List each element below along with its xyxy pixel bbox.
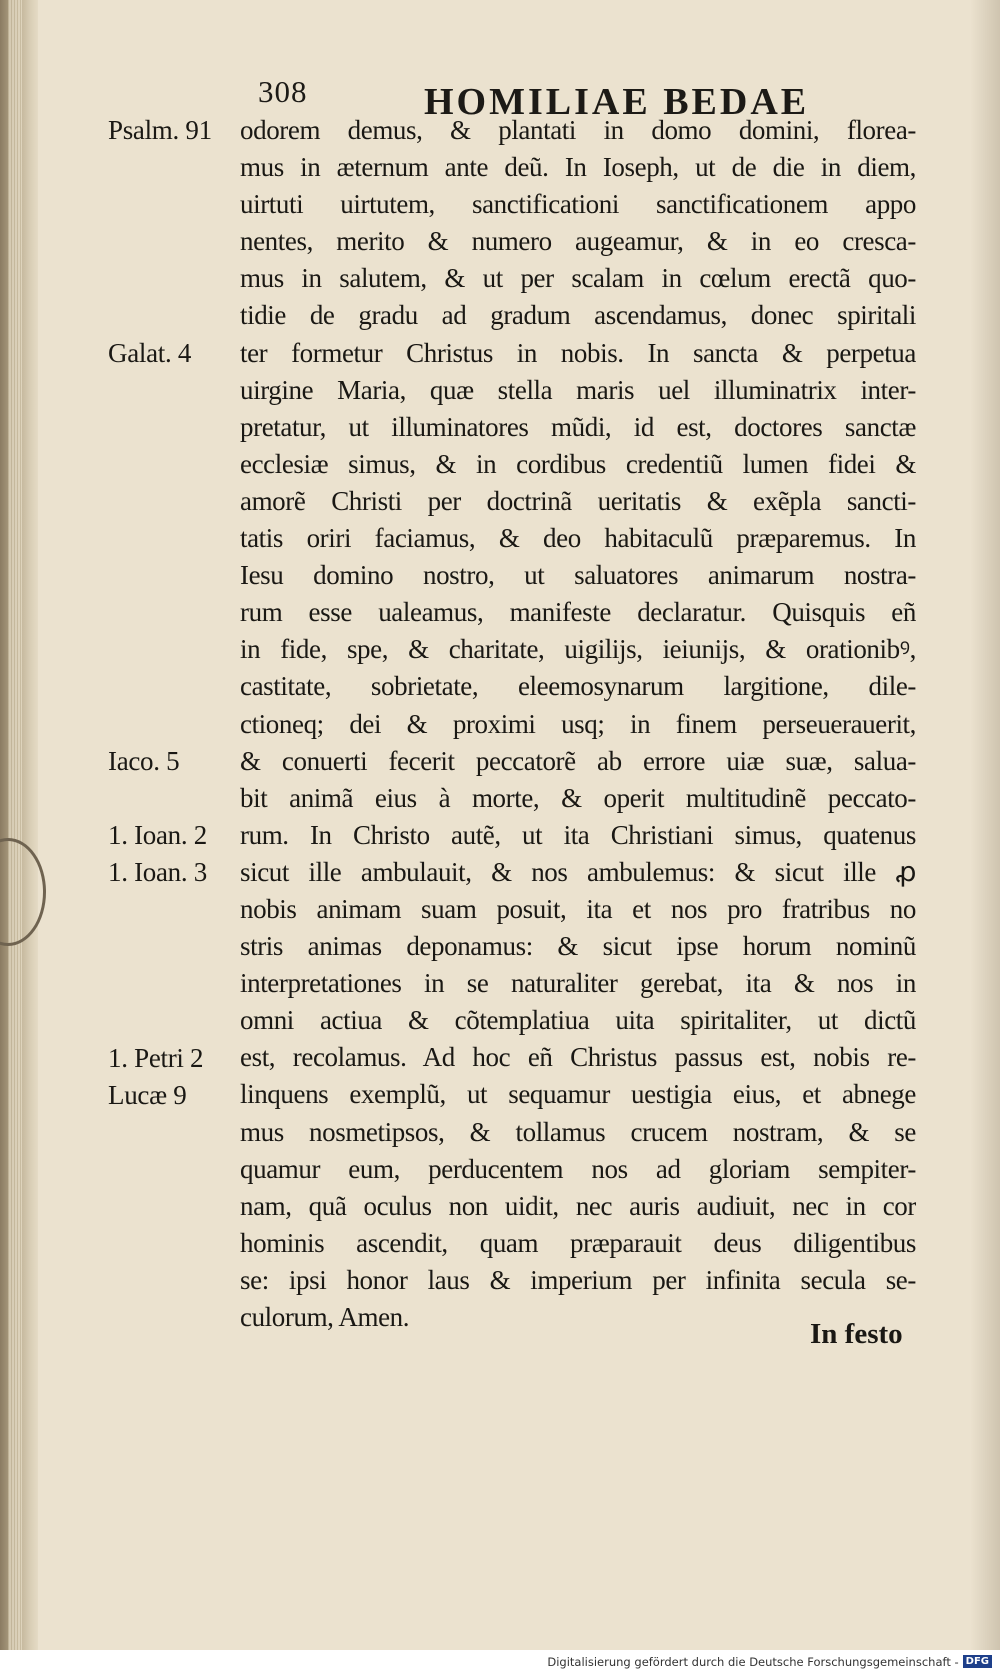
book-clasp — [0, 838, 46, 946]
margin-reference: Galat. 4 — [108, 337, 192, 368]
text-line: interpretationes in se naturaliter gerebat, ita & nos in — [240, 968, 916, 999]
text-line: nobis animam suam posuit, ita et nos pro fratribus no — [240, 893, 916, 924]
scan-shadow — [970, 0, 1000, 1650]
text-line: bit animã eius à morte, & operit multitudinẽ peccato- — [240, 782, 916, 813]
text-line: in fide, spe, & charitate, uigilijs, ieiunijs, & orationibꝰ, — [240, 634, 916, 665]
text-line: culorum, Amen. — [240, 1302, 410, 1332]
dfg-logo-icon: DFG — [963, 1655, 992, 1668]
text-line: & conuerti fecerit peccatorẽ ab errore uiæ suæ, salua- — [240, 745, 916, 776]
text-line: odorem demus, & plantati in domo domini, florea- — [240, 115, 916, 145]
text-line: uirtuti uirtutem, sanctificationi sanctificationem appo — [240, 189, 916, 220]
text-line: hominis ascendit, quam præparauit deus diligentibus — [240, 1227, 916, 1258]
text-line: sicut ille ambulauit, & nos ambulemus: & sicut ille ꝓ — [240, 856, 916, 887]
running-title: HOMILIAE BEDAE — [424, 81, 810, 123]
text-line: tatis oriri faciamus, & deo habitaculũ præparemus. In — [240, 523, 916, 554]
text-line: pretatur, ut illuminatores mũdi, id est, doctores sanctæ — [240, 411, 916, 442]
page-number: 308 — [258, 74, 308, 109]
text-line: mus in salutem, & ut per scalam in cœlum erectã quo- — [240, 263, 916, 294]
text-line: amorẽ Christi per doctrinã ueritatis & exẽpla sancti- — [240, 485, 916, 516]
margin-reference: 1. Ioan. 2 — [108, 819, 207, 850]
margin-reference: 1. Ioan. 3 — [108, 857, 207, 887]
text-line: se: ipsi honor laus & imperium per infinita secula se- — [240, 1264, 916, 1295]
page-edges — [8, 0, 22, 1650]
margin-reference: Lucæ 9 — [108, 1079, 187, 1110]
text-line: quamur eum, perducentem nos ad gloriam sempiter- — [240, 1153, 916, 1184]
text-line: nam, quã oculus non uidit, nec auris audiuit, nec in cor — [240, 1190, 916, 1221]
text-line: stris animas deponamus: & sicut ipse horum nominũ — [240, 931, 916, 962]
body-text — [240, 112, 916, 1336]
margin-reference: Psalm. 91 — [108, 115, 212, 145]
text-line: ecclesiæ simus, & in cordibus credentiũ lumen fidei & — [240, 448, 916, 479]
text-line: est, recolamus. Ad hoc eñ Christus passus est, nobis re- — [240, 1042, 916, 1073]
text-line: rum esse ualeamus, manifeste declaratur. Quisquis eñ — [240, 597, 916, 628]
text-line: Iesu domino nostro, ut saluatores animarum nostra- — [240, 560, 916, 591]
text-line: tidie de gradu ad gradum ascendamus, donec spiritali — [240, 300, 916, 331]
digitization-credit: Digitalisierung gefördert durch die Deutsche Forschungsgemeinschaft - — [547, 1654, 959, 1669]
text-line: uirgine Maria, quæ stella maris uel illuminatrix inter- — [240, 374, 916, 405]
text-line: mus nosmetipsos, & tollamus crucem nostram, & se — [240, 1116, 916, 1147]
text-line: mus in æternum ante deũ. In Ioseph, ut de die in diem, — [240, 152, 916, 183]
text-line: linquens exemplũ, ut sequamur uestigia eius, et abnege — [240, 1079, 916, 1110]
text-line: nentes, merito & numero augeamur, & in eo cresca- — [240, 226, 916, 257]
text-line: rum. In Christo autẽ, ut ita Christiani simus, quatenus — [240, 819, 916, 850]
margin-reference: Iaco. 5 — [108, 745, 180, 776]
catchword: In festo — [810, 1318, 903, 1350]
text-line: ter formetur Christus in nobis. In sancta & perpetua — [240, 337, 916, 368]
text-line: castitate, sobrietate, eleemosynarum largitione, dile- — [240, 671, 916, 702]
margin-reference: 1. Petri 2 — [108, 1042, 204, 1073]
digitization-credit-bar — [0, 1650, 1000, 1673]
text-line: omni actiua & cõtemplatiua uita spiritaliter, ut dictũ — [240, 1005, 916, 1036]
text-line: ctioneq; dei & proximi usq; in finem perseuerauerit, — [240, 708, 916, 739]
